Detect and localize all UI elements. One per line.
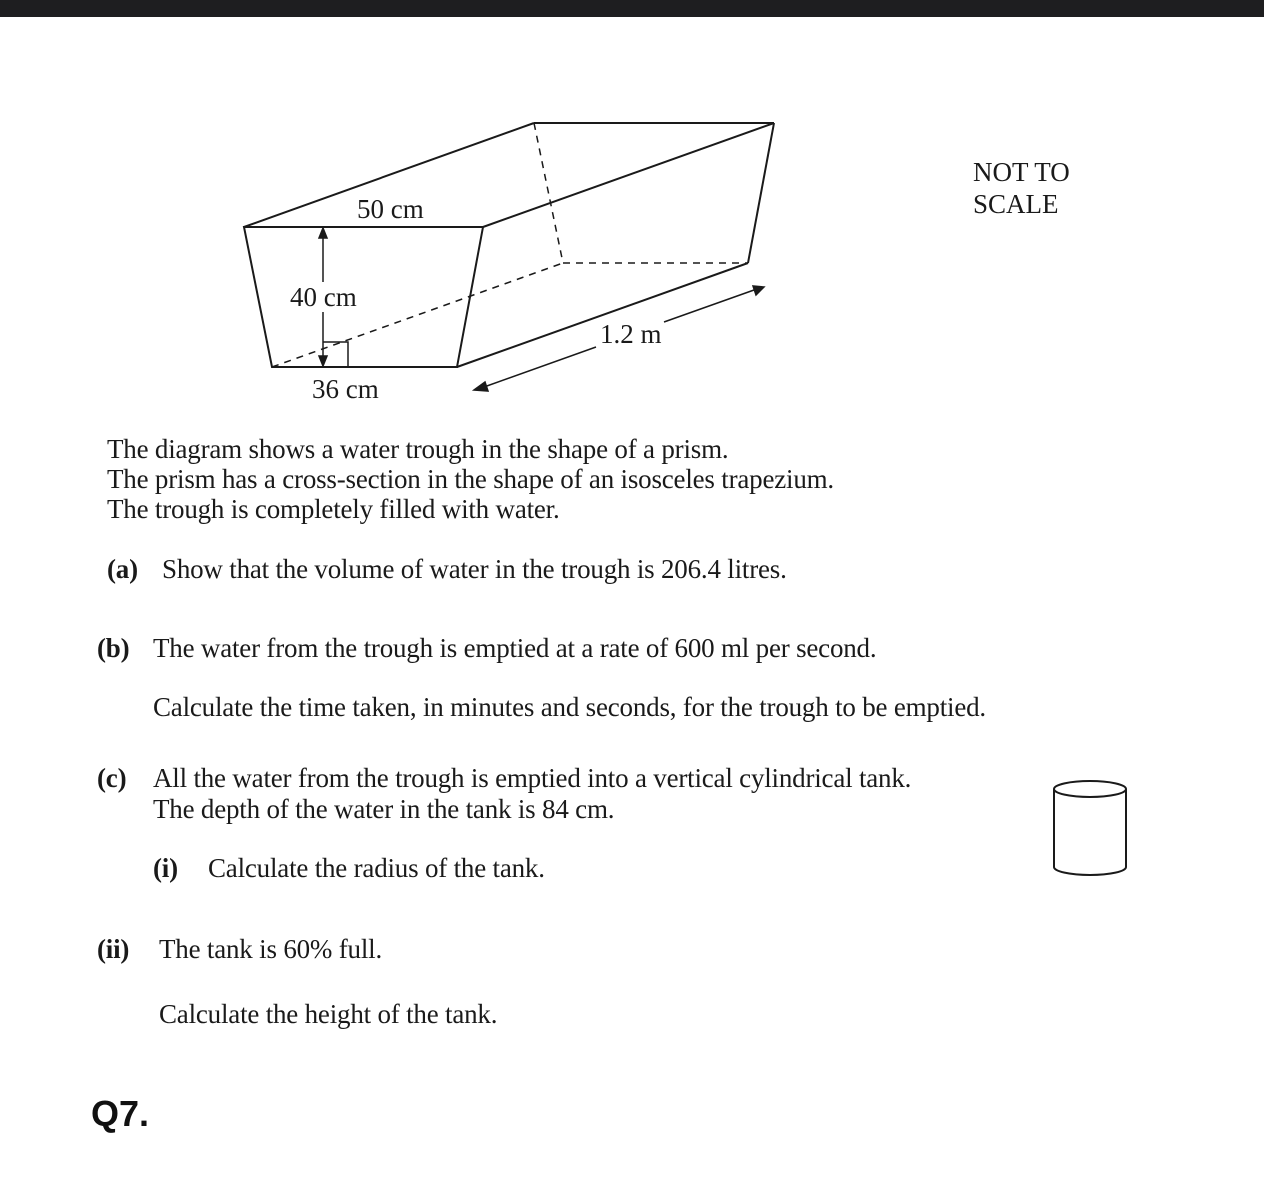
intro-line-2: The prism has a cross-section in the shape of an isosceles trapezium.: [107, 464, 834, 494]
not-to-scale-line1: NOT TO: [973, 157, 1070, 187]
part-c-ii-label: (ii): [97, 934, 130, 964]
height-arrow-up: [319, 228, 327, 238]
not-to-scale-note: [973, 156, 1070, 220]
part-c-ii-instruction: Calculate the height of the tank.: [159, 999, 498, 1029]
part-c-i-text: Calculate the radius of the tank.: [208, 853, 545, 883]
label-length: 1.2 m: [600, 319, 662, 349]
not-to-scale-line2: SCALE: [973, 189, 1059, 219]
length-line-upper: [664, 290, 754, 322]
length-arrow-right: [753, 286, 764, 295]
part-b-instruction: Calculate the time taken, in minutes and seconds, for the trough to be emptied.: [153, 692, 986, 722]
part-c-line-2: The depth of the water in the tank is 84 cm.: [153, 794, 615, 824]
part-b-label: (b): [97, 633, 130, 663]
part-a-text: Show that the volume of water in the trough is 206.4 litres.: [162, 554, 787, 584]
prism-diagram: [0, 0, 1264, 420]
edge-top-right: [483, 123, 774, 227]
intro-line-1: The diagram shows a water trough in the shape of a prism.: [107, 434, 729, 464]
question-number: Q7.: [91, 1093, 150, 1134]
right-angle-marker: [323, 342, 348, 367]
edge-back-right: [748, 123, 774, 263]
edge-bottom-right: [457, 263, 748, 367]
length-line-lower: [484, 347, 596, 387]
label-bottom-width: 36 cm: [312, 374, 379, 404]
label-height: 40 cm: [290, 282, 357, 312]
part-b-text: The water from the trough is emptied at a rate of 600 ml per second.: [153, 633, 877, 663]
part-c-i-label: (i): [153, 853, 178, 883]
part-c-label: (c): [97, 763, 127, 793]
part-c-line-1: All the water from the trough is emptied into a vertical cylindrical tank.: [153, 763, 912, 793]
hidden-edge-back-left: [534, 123, 563, 263]
front-face: [244, 227, 483, 367]
cylinder-tank-icon: [1048, 775, 1138, 883]
hidden-edge-bottom-left: [272, 263, 563, 367]
intro-line-3: The trough is completely filled with water.: [107, 494, 560, 524]
part-a-label: (a): [107, 554, 138, 584]
label-top-width: 50 cm: [357, 194, 424, 224]
part-c-ii-text: The tank is 60% full.: [159, 934, 383, 964]
height-arrow-down: [319, 356, 327, 366]
length-arrow-left: [474, 382, 488, 391]
